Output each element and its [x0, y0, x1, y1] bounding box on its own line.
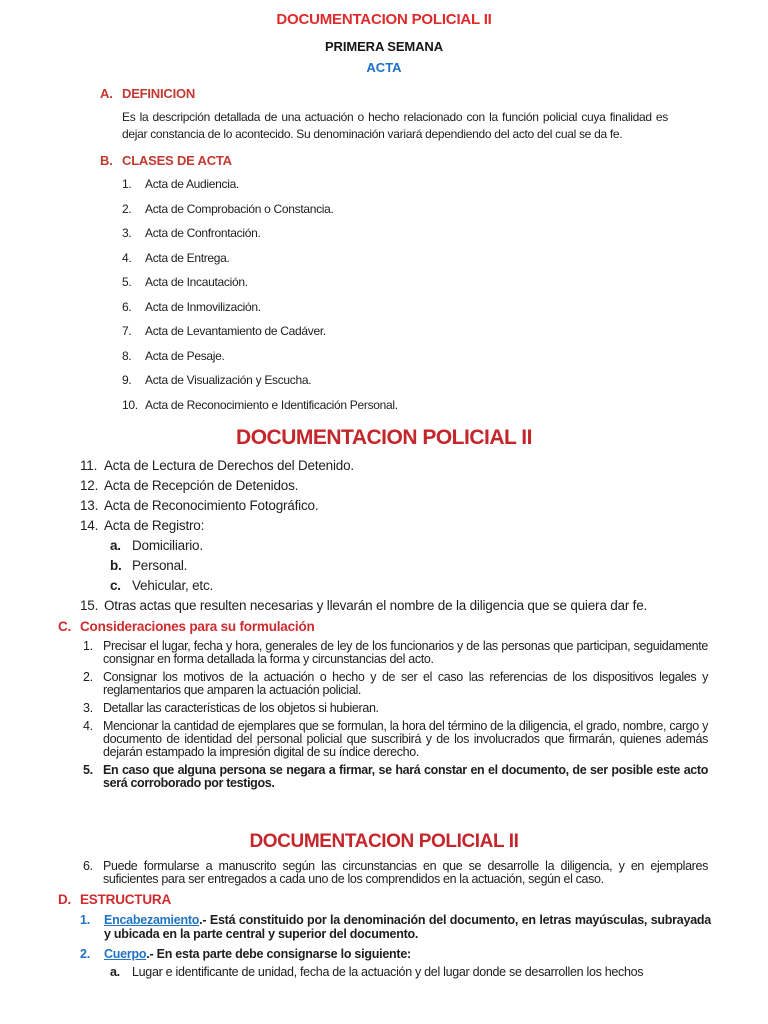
clipped-bottom-line: a. Lugar e identificante de unidad, fecha de la actuación y del lugar donde se desarrollen los hechos — [110, 965, 644, 979]
list-item: 2. Acta de Comprobación o Constancia. — [122, 201, 334, 216]
definition-paragraph: Es la descripción detallada de una actuación o hecho relacionado con la función policial cuya finalidad es dejar constancia de lo acontecido. Su denominación variará dependiendo del acto del cual se da fe. — [122, 110, 668, 141]
section-letter: C. — [58, 618, 72, 634]
sub-list-item: c. Vehicular, etc. — [110, 577, 214, 593]
page2-title: DOCUMENTACION POLICIAL II — [249, 830, 519, 852]
section-letter: D. — [58, 891, 72, 907]
list-item: 3. Acta de Confrontación. — [122, 226, 261, 240]
structure-item-encabezamiento: 1. Encabezamiento.- Está constituido por la denominación del documento, en letras mayúsculas, subrayada y ubicada en la parte central y superior del documento. — [80, 912, 711, 941]
acta-types-continuation-list — [80, 456, 712, 616]
list-item: 13. Acta de Reconocimiento Fotográfico. — [80, 497, 319, 513]
consideration-item-6: 6. Puede formularse a manuscrito según las circunstancias en que se desarrolle la diligencia, y en ejemplares suficientes para ser entregados a cada uno de los comprendidos en la actuación, según el caso. — [83, 858, 708, 886]
week-heading: PRIMERA SEMANA — [324, 39, 443, 54]
section-letter: A. — [100, 86, 113, 101]
sub-list-item: a. Domiciliario. — [110, 537, 203, 553]
structure-item-cuerpo: 2. Cuerpo.- En esta parte debe consignarse lo siguiente: — [80, 946, 411, 961]
list-item: 4. Mencionar la cantidad de ejemplares que se formulan, la hora del término de la diligencia, el grado, nombre, cargo y documento de identidad del personal policial que suscribirá y de los involucrados que firmarán, quienes además dejarán estampado la impresión digital de su índice derecho. — [83, 718, 708, 759]
section-b-heading — [100, 154, 768, 168]
considerations-list — [83, 640, 708, 790]
list-item: 3. Detallar las características de los objetos si hubieran. — [83, 700, 379, 715]
term-link: Cuerpo — [104, 946, 147, 961]
list-item: 7. Acta de Levantamiento de Cadáver. — [122, 324, 326, 338]
section-title: Consideraciones para su formulación — [80, 618, 315, 634]
section-c-heading — [58, 619, 768, 634]
list-item: 2. Consignar los motivos de la actuación o hecho y de ser el caso las referencias de los dispositivos legales y reglamentarios que amparen la actuación policial. — [83, 669, 708, 697]
topic-heading: ACTA — [366, 60, 402, 75]
section-letter: B. — [100, 153, 113, 168]
list-item: 5. En caso que alguna persona se negara a firmar, se hará constar en el documento, de ser posible este acto será corroborado por testigos. — [83, 762, 708, 790]
list-item: 11. Acta de Lectura de Derechos del Detenido. — [80, 457, 354, 473]
page-title: DOCUMENTACION POLICIAL II — [276, 11, 492, 28]
mid-page-title: DOCUMENTACION POLICIAL II — [236, 425, 532, 449]
term-link: Encabezamiento — [104, 912, 200, 927]
list-item: 14. Acta de Registro: — [80, 517, 205, 533]
list-item: 10. Acta de Reconocimiento e Identificación Personal. — [122, 397, 398, 412]
list-item: 4. Acta de Entrega. — [122, 250, 230, 265]
list-item: 15. Otras actas que resulten necesarias y llevarán el nombre de la diligencia que se quiera dar fe. — [80, 597, 648, 613]
list-item: 6. Acta de Inmovilización. — [122, 299, 261, 314]
list-item: 8. Acta de Pesaje. — [122, 348, 225, 363]
list-item: 1. Acta de Audiencia. — [122, 177, 240, 191]
section-title: DEFINICION — [122, 86, 196, 101]
section-title: ESTRUCTURA — [80, 891, 171, 907]
sub-list-item: b. Personal. — [110, 557, 188, 573]
section-d-heading — [58, 892, 768, 907]
list-item: 12. Acta de Recepción de Detenidos. — [80, 477, 299, 493]
list-item: 9. Acta de Visualización y Escucha. — [122, 373, 312, 387]
section-title: CLASES DE ACTA — [122, 153, 232, 168]
list-item: 5. Acta de Incautación. — [122, 275, 248, 289]
section-a-heading — [100, 87, 768, 101]
acta-types-list — [122, 178, 768, 412]
list-item: 1. Precisar el lugar, fecha y hora, generales de ley de los funcionarios y de las personas que participan, seguidamente consignar en forma detallada la forma y circunstancias del acto. — [83, 638, 708, 666]
